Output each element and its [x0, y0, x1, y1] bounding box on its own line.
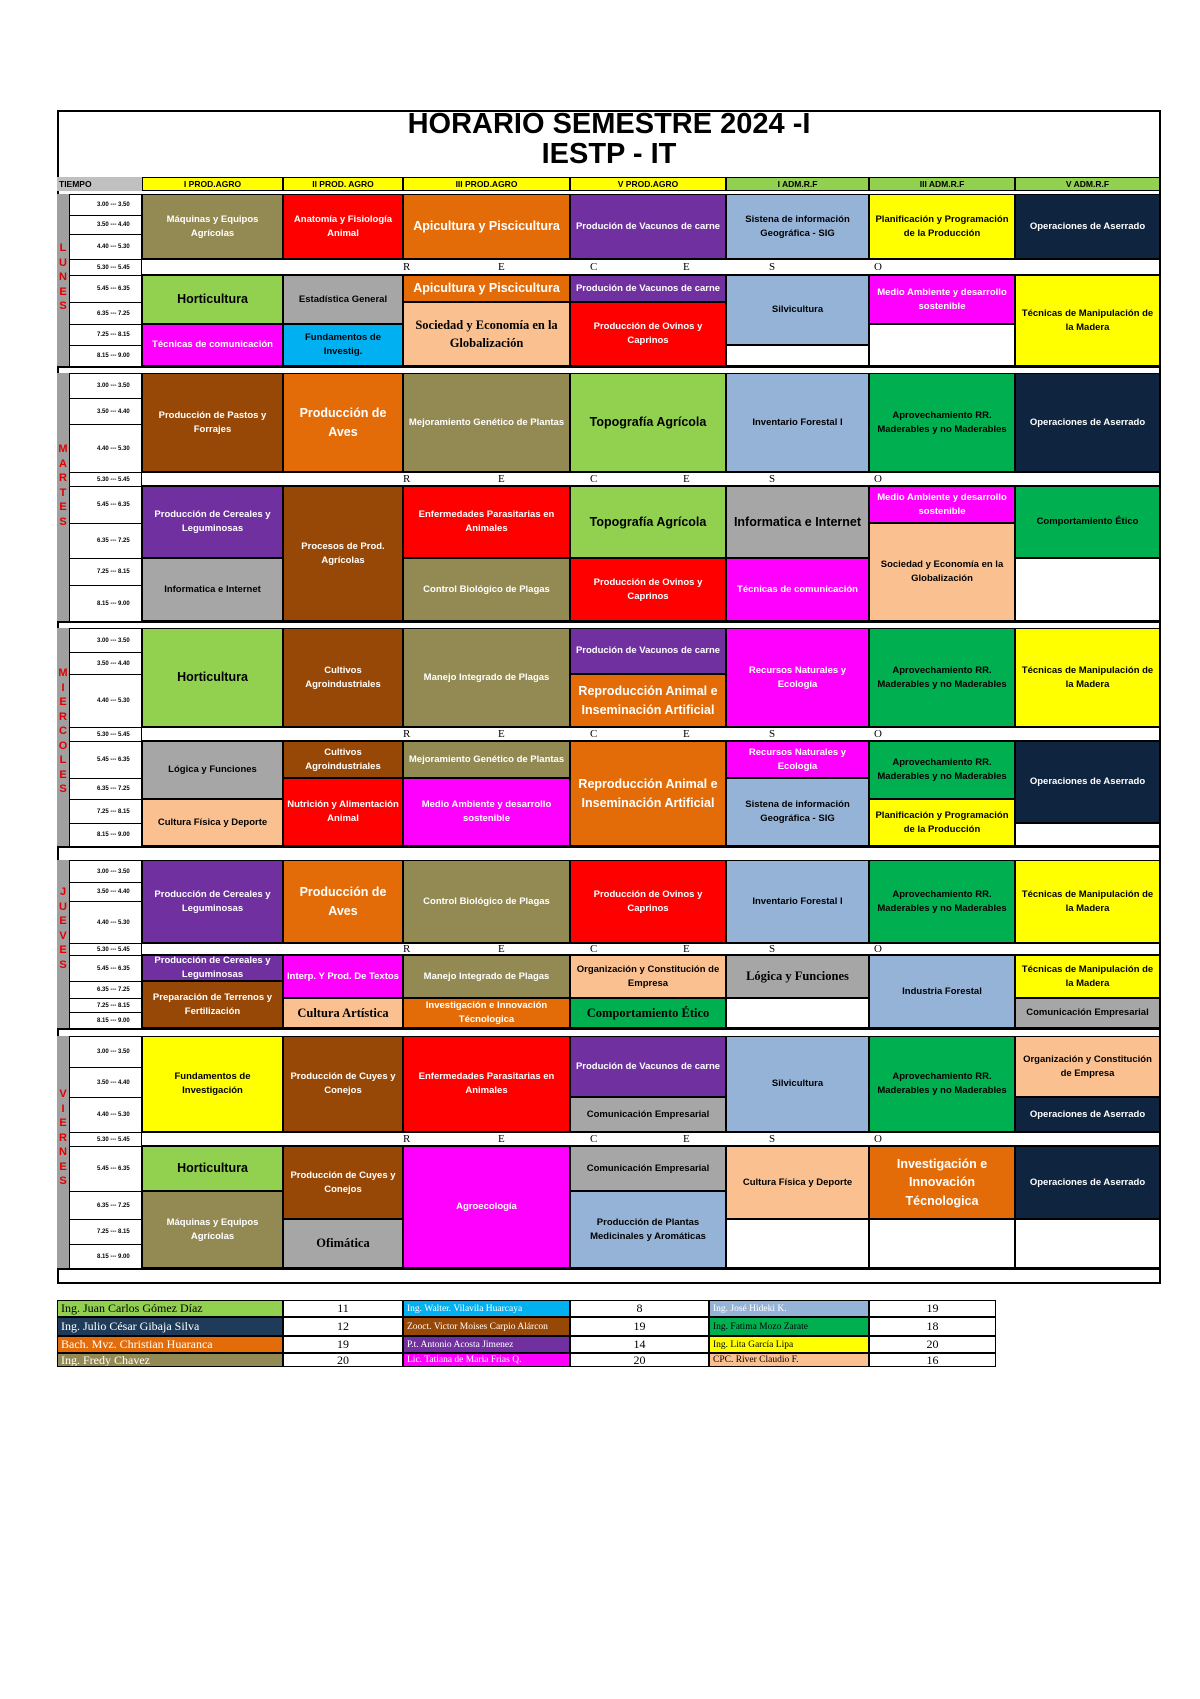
teacher-hours: 20: [283, 1353, 403, 1367]
martes-day-letter: M: [58, 443, 68, 455]
lunes-time-slot: 5.30 --- 5.45: [69, 259, 142, 275]
miercoles-course-c17[interactable]: Medio Ambiente y desarrollo sostenible: [403, 778, 570, 846]
viernes-recreo-letter: S: [769, 1133, 776, 1145]
martes-recreo-letter: E: [498, 473, 505, 485]
lunes-course-c5[interactable]: Sistena de información Geográfica - SIG: [726, 194, 869, 259]
jueves-day-letter: E: [59, 915, 67, 927]
martes-time-slot: 5.45 --- 6.35: [69, 486, 142, 523]
jueves-recreo-letter: O: [874, 943, 882, 955]
teacher-name: P.t. Antonio Acosta Jimenez: [403, 1336, 570, 1353]
jueves-course-c15[interactable]: Preparación de Terrenos y Fertilización: [142, 981, 283, 1028]
jueves-course-c17[interactable]: Investigación e Innovación Técnologica: [403, 998, 570, 1028]
teacher-hours: 8: [570, 1300, 709, 1317]
teacher-hours: 19: [283, 1336, 403, 1353]
jueves-recreo-letter: C: [590, 943, 598, 955]
jueves-course-c16[interactable]: Cultura Artística: [283, 998, 403, 1028]
teacher-name: Ing. Juan Carlos Gómez Díaz: [57, 1300, 283, 1317]
martes-course-c9[interactable]: Procesos de Prod. Agrícolas: [283, 486, 403, 621]
jueves-time-slot: 4.40 --- 5.30: [69, 901, 142, 943]
lunes-time-slot: 8.15 --- 9.00: [69, 345, 142, 366]
viernes-course-c3[interactable]: Enfermedades Parasitarias en Animales: [403, 1036, 570, 1132]
martes-course-c8[interactable]: Producción de Cereales y Leguminosas: [142, 486, 283, 558]
miercoles-course-c1[interactable]: Horticultura: [142, 628, 283, 727]
viernes-recreo-row: [142, 1132, 1161, 1146]
miercoles-recreo-letter: R: [403, 728, 411, 740]
lunes-course-c18[interactable]: Producción de Ovinos y Caprinos: [570, 302, 726, 366]
teacher-hours: 19: [869, 1300, 996, 1317]
lunes-course-c10[interactable]: Apicultura y Piscicultura: [403, 275, 570, 302]
teacher-hours: 16: [869, 1353, 996, 1367]
miercoles-course-c8[interactable]: Reproducción Animal e Inseminación Artificial: [570, 674, 726, 727]
jueves-recreo-row: [142, 943, 1161, 955]
miercoles-separator: [57, 846, 1161, 848]
miercoles-recreo-row: [142, 727, 1161, 741]
miercoles-course-c5[interactable]: Recursos Naturales y Ecología: [726, 628, 869, 727]
lunes-recreo-letter: E: [683, 261, 690, 273]
viernes-empty-slot: [869, 1219, 1015, 1268]
martes-course-c7[interactable]: Operaciones de Aserrado: [1015, 373, 1160, 472]
miercoles-empty-slot: [1015, 823, 1160, 846]
header-col-2: II PROD. AGRO: [283, 177, 403, 191]
jueves-course-c4[interactable]: Producción de Ovinos y Caprinos: [570, 860, 726, 943]
lunes-course-c7[interactable]: Operaciones de Aserrado: [1015, 194, 1160, 259]
viernes-course-c12[interactable]: Agroecología: [403, 1146, 570, 1268]
teacher-name: Ing. Julio César Gibaja Silva: [57, 1317, 283, 1336]
viernes-separator: [57, 1268, 1161, 1270]
miercoles-time-slot: 3.50 --- 4.40: [69, 652, 142, 674]
teacher-hours: 14: [570, 1336, 709, 1353]
martes-course-c17[interactable]: Control Biológico de Plagas: [403, 558, 570, 621]
lunes-day-letter: S: [59, 300, 67, 312]
martes-course-c5[interactable]: Inventario Forestal I: [726, 373, 869, 472]
miercoles-course-c9[interactable]: Lógica y Funciones: [142, 741, 283, 799]
martes-recreo-letter: R: [403, 473, 411, 485]
lunes-course-c6[interactable]: Planificación y Programación de la Producción: [869, 194, 1015, 259]
martes-time-slot: 3.00 --- 3.50: [69, 373, 142, 398]
jueves-recreo-letter: E: [683, 943, 690, 955]
martes-time-slot: 5.30 --- 5.45: [69, 472, 142, 486]
martes-recreo-letter: O: [874, 473, 882, 485]
miercoles-course-c11[interactable]: Mejoramiento Genético de Plantas: [403, 741, 570, 778]
header-col-7: V ADM.R.F: [1015, 177, 1160, 191]
jueves-time-slot: 5.45 --- 6.35: [69, 955, 142, 981]
jueves-time-slot: 3.00 --- 3.50: [69, 860, 142, 882]
teacher-hours: 19: [570, 1317, 709, 1336]
teacher-name: Ing. Walter. Vilavila Huarcaya: [403, 1300, 570, 1317]
martes-course-c15[interactable]: Sociedad y Economía en la Globalización: [869, 523, 1015, 621]
martes-course-c4[interactable]: Topografía Agrícola: [570, 373, 726, 472]
teacher-name: Ing. José Hideki K.: [709, 1300, 869, 1317]
jueves-course-c7[interactable]: Técnicas de Manipulación de la Madera: [1015, 860, 1160, 943]
viernes-recreo-letter: R: [403, 1133, 411, 1145]
miercoles-day-letter: S: [59, 783, 67, 795]
teacher-hours: 20: [570, 1353, 709, 1367]
viernes-course-c7[interactable]: Organización y Constitución de Empresa: [1015, 1036, 1160, 1097]
teacher-hours: 11: [283, 1300, 403, 1317]
martes-recreo-letter: S: [769, 473, 776, 485]
viernes-course-c4[interactable]: Produción de Vacunos de carne: [570, 1036, 726, 1097]
jueves-time-slot: 6.35 --- 7.25: [69, 981, 142, 998]
viernes-course-c8[interactable]: Comunicación Empresarial: [570, 1097, 726, 1132]
miercoles-course-c12[interactable]: Reproducción Animal e Inseminación Artificial: [570, 741, 726, 846]
miercoles-course-c13[interactable]: Recursos Naturales y Ecología: [726, 741, 869, 778]
jueves-time-slot: 8.15 --- 9.00: [69, 1012, 142, 1028]
miercoles-day-letter: M: [58, 667, 68, 679]
jueves-recreo-letter: E: [498, 943, 505, 955]
martes-time-slot: 7.25 --- 8.15: [69, 558, 142, 585]
miercoles-time-slot: 6.35 --- 7.25: [69, 778, 142, 799]
martes-course-c2[interactable]: Producción de Aves: [283, 373, 403, 472]
lunes-time-slot: 3.00 --- 3.50: [69, 194, 142, 215]
miercoles-course-c7[interactable]: Técnicas de Manipulación de la Madera: [1015, 628, 1160, 727]
lunes-course-c3[interactable]: Apicultura y Piscicultura: [403, 194, 570, 259]
viernes-course-c13[interactable]: Comunicación Empresarial: [570, 1146, 726, 1191]
martes-course-c6[interactable]: Aprovechamiento RR. Maderables y no Maderables: [869, 373, 1015, 472]
lunes-course-c8[interactable]: Horticultura: [142, 275, 283, 324]
martes-course-c11[interactable]: Topografía Agrícola: [570, 486, 726, 558]
lunes-course-c9[interactable]: Estadística General: [283, 275, 403, 324]
miercoles-recreo-letter: E: [498, 728, 505, 740]
teacher-hours: 12: [283, 1317, 403, 1336]
miercoles-recreo-letter: O: [874, 728, 882, 740]
lunes-recreo-letter: E: [498, 261, 505, 273]
viernes-course-c6[interactable]: Aprovechamiento RR. Maderables y no Maderables: [869, 1036, 1015, 1132]
jueves-day-letter: V: [59, 929, 67, 942]
lunes-time-slot: 6.35 --- 7.25: [69, 302, 142, 324]
viernes-day-letter: E: [59, 1117, 67, 1129]
viernes-day-letter: V: [59, 1088, 67, 1100]
viernes-empty-slot: [726, 1219, 869, 1268]
jueves-course-c19[interactable]: Comunicación Empresarial: [1015, 998, 1160, 1028]
viernes-recreo-letter: E: [498, 1133, 505, 1145]
miercoles-course-c10[interactable]: Cultivos Agroindustriales: [283, 741, 403, 778]
martes-day-letter: E: [59, 501, 67, 513]
lunes-course-c12[interactable]: Silvicultura: [726, 275, 869, 345]
jueves-time-slot: 7.25 --- 8.15: [69, 998, 142, 1012]
viernes-recreo-letter: C: [590, 1133, 598, 1145]
jueves-course-c14[interactable]: Técnicas de Manipulación de la Madera: [1015, 955, 1160, 998]
lunes-day-letter: U: [59, 256, 67, 269]
jueves-course-c3[interactable]: Control Biológico de Plagas: [403, 860, 570, 943]
miercoles-course-c19[interactable]: Planificación y Programación de la Producción: [869, 799, 1015, 846]
jueves-day-letter: E: [59, 944, 67, 956]
lunes-recreo-letter: S: [769, 261, 776, 273]
header-col-6: III ADM.R.F: [869, 177, 1015, 191]
lunes-time-slot: 5.45 --- 6.35: [69, 275, 142, 302]
lunes-course-c13[interactable]: Medio Ambiente y desarrollo sostenible: [869, 275, 1015, 324]
martes-empty-slot: [1015, 558, 1160, 621]
miercoles-day-letter: I: [61, 681, 65, 694]
martes-course-c10[interactable]: Enfermedades Parasitarias en Animales: [403, 486, 570, 558]
teacher-name: CPC. River Claudio F.: [709, 1353, 869, 1367]
viernes-time-slot: 8.15 --- 9.00: [69, 1244, 142, 1268]
viernes-course-c14[interactable]: Cultura Física y Deporte: [726, 1146, 869, 1219]
header-col-3: III PROD.AGRO: [403, 177, 570, 191]
teacher-hours: 18: [869, 1317, 996, 1336]
viernes-time-slot: 4.40 --- 5.30: [69, 1097, 142, 1132]
martes-course-c13[interactable]: Medio Ambiente y desarrollo sostenible: [869, 486, 1015, 523]
viernes-time-slot: 3.50 --- 4.40: [69, 1067, 142, 1097]
lunes-empty-slot: [726, 345, 869, 366]
viernes-time-slot: 3.00 --- 3.50: [69, 1036, 142, 1067]
jueves-empty-slot: [726, 998, 869, 1028]
lunes-course-c15[interactable]: Técnicas de comunicación: [142, 324, 283, 366]
jueves-course-c8[interactable]: Producción de Cereales y Leguminosas: [142, 955, 283, 981]
viernes-empty-slot: [1015, 1219, 1160, 1268]
miercoles-course-c6[interactable]: Aprovechamiento RR. Maderables y no Maderables: [869, 628, 1015, 727]
martes-recreo-row: [142, 472, 1161, 486]
miercoles-day-letter: L: [59, 754, 67, 766]
lunes-separator: [57, 366, 1161, 368]
jueves-day-letter: U: [59, 900, 67, 913]
jueves-course-c13[interactable]: Industria Forestal: [869, 955, 1015, 1028]
miercoles-course-c3[interactable]: Manejo Integrado de Plagas: [403, 628, 570, 727]
jueves-time-slot: 5.30 --- 5.45: [69, 943, 142, 955]
jueves-day-letter: S: [59, 958, 67, 971]
teacher-name: Ing. Fatima Mozo Zarate: [709, 1317, 869, 1336]
lunes-course-c16[interactable]: Fundamentos de Investig.: [283, 324, 403, 366]
miercoles-day-letter: R: [59, 710, 67, 723]
jueves-day-letter: J: [59, 886, 67, 898]
miercoles-course-c15[interactable]: Operaciones de Aserrado: [1015, 741, 1160, 823]
viernes-recreo-letter: E: [683, 1133, 690, 1145]
martes-recreo-letter: C: [590, 473, 598, 485]
viernes-course-c11[interactable]: Producción de Cuyes y Conejos: [283, 1146, 403, 1219]
martes-day-letter: R: [59, 472, 67, 484]
teacher-name: Ing. Lita García Lipa: [709, 1336, 869, 1353]
viernes-day-letter: E: [59, 1160, 67, 1173]
viernes-course-c16[interactable]: Operaciones de Aserrado: [1015, 1146, 1160, 1219]
jueves-recreo-letter: R: [403, 943, 411, 955]
jueves-course-c11[interactable]: Organización y Constitución de Empresa: [570, 955, 726, 998]
lunes-time-slot: 7.25 --- 8.15: [69, 324, 142, 345]
header-col-5: I ADM.R.F: [726, 177, 869, 191]
martes-course-c12[interactable]: Informatica e Internet: [726, 486, 869, 558]
viernes-time-slot: 7.25 --- 8.15: [69, 1219, 142, 1244]
viernes-course-c9[interactable]: Operaciones de Aserrado: [1015, 1097, 1160, 1132]
miercoles-recreo-letter: C: [590, 728, 598, 740]
teacher-name: Ing. Fredy Chavez: [57, 1353, 283, 1367]
miercoles-recreo-letter: S: [769, 728, 776, 740]
lunes-day-letter: L: [59, 242, 67, 254]
teacher-hours: 20: [869, 1336, 996, 1353]
jueves-course-c6[interactable]: Aprovechamiento RR. Maderables y no Maderables: [869, 860, 1015, 943]
viernes-course-c18[interactable]: Ofimática: [283, 1219, 403, 1268]
jueves-course-c18[interactable]: Comportamiento Ético: [570, 998, 726, 1028]
miercoles-time-slot: 7.25 --- 8.15: [69, 799, 142, 823]
martes-day-letter: S: [59, 515, 67, 528]
miercoles-day-letter: O: [58, 739, 68, 752]
jueves-course-c1[interactable]: Producción de Cereales y Leguminosas: [142, 860, 283, 943]
lunes-recreo-letter: C: [590, 261, 598, 273]
lunes-day-letter: N: [59, 271, 67, 283]
jueves-course-c12[interactable]: Lógica y Funciones: [726, 955, 869, 998]
martes-course-c16[interactable]: Informatica e Internet: [142, 558, 283, 621]
viernes-recreo-letter: O: [874, 1133, 882, 1145]
martes-course-c14[interactable]: Comportamiento Ético: [1015, 486, 1160, 558]
viernes-time-slot: 5.45 --- 6.35: [69, 1146, 142, 1191]
teacher-name: Zooct. Victor Moises Carpio Alárcon: [403, 1317, 570, 1336]
header-tiempo: TIEMPO: [57, 177, 142, 191]
lunes-day-letter: E: [59, 285, 67, 298]
martes-time-slot: 3.50 --- 4.40: [69, 398, 142, 424]
martes-time-slot: 8.15 --- 9.00: [69, 585, 142, 621]
viernes-course-c17[interactable]: Máquinas y Equipos Agrícolas: [142, 1191, 283, 1268]
martes-course-c1[interactable]: Producción de Pastos y Forrajes: [142, 373, 283, 472]
miercoles-course-c18[interactable]: Sistena de información Geográfica - SIG: [726, 778, 869, 846]
viernes-course-c19[interactable]: Producción de Plantas Medicinales y Aromáticas: [570, 1191, 726, 1268]
miercoles-course-c2[interactable]: Cultivos Agroindustriales: [283, 628, 403, 727]
viernes-time-slot: 6.35 --- 7.25: [69, 1191, 142, 1219]
viernes-time-slot: 5.30 --- 5.45: [69, 1132, 142, 1146]
title-line1: HORARIO SEMESTRE 2024 -I: [407, 108, 811, 140]
martes-course-c3[interactable]: Mejoramiento Genético de Plantas: [403, 373, 570, 472]
miercoles-time-slot: 8.15 --- 9.00: [69, 823, 142, 846]
viernes-course-c2[interactable]: Producción de Cuyes y Conejos: [283, 1036, 403, 1132]
lunes-course-c4[interactable]: Produción de Vacunos de carne: [570, 194, 726, 259]
viernes-course-c1[interactable]: Fundamentos de Investigación: [142, 1036, 283, 1132]
martes-course-c18[interactable]: Producción de Ovinos y Caprinos: [570, 558, 726, 621]
miercoles-course-c20[interactable]: Cultura Física y Deporte: [142, 799, 283, 846]
miercoles-time-slot: 4.40 --- 5.30: [69, 674, 142, 727]
martes-day-letter: T: [59, 486, 67, 499]
lunes-course-c14[interactable]: Técnicas de Manipulación de la Madera: [1015, 275, 1160, 366]
lunes-recreo-letter: O: [874, 261, 882, 273]
jueves-course-c2[interactable]: Producción de Aves: [283, 860, 403, 943]
viernes-day-letter: R: [59, 1131, 67, 1144]
header-col-4: V PROD.AGRO: [570, 177, 726, 191]
teacher-name: Lic. Tatiana de Maria Frias Q.: [403, 1353, 570, 1367]
lunes-course-c17[interactable]: Sociedad y Economía en la Globalización: [403, 302, 570, 366]
lunes-course-c1[interactable]: Máquinas y Equipos Agrícolas: [142, 194, 283, 259]
jueves-course-c9[interactable]: Interp. Y Prod. De Textos: [283, 955, 403, 998]
lunes-course-c11[interactable]: Produción de Vacunos de carne: [570, 275, 726, 302]
miercoles-course-c16[interactable]: Nutrición y Alimentación Animal: [283, 778, 403, 846]
viernes-course-c10[interactable]: Horticultura: [142, 1146, 283, 1191]
martes-time-slot: 6.35 --- 7.25: [69, 523, 142, 558]
jueves-recreo-letter: S: [769, 943, 776, 955]
viernes-course-c15[interactable]: Investigación e Innovación Técnologica: [869, 1146, 1015, 1219]
martes-separator: [57, 621, 1161, 623]
lunes-recreo-letter: R: [403, 261, 411, 273]
lunes-recreo-row: [142, 259, 1161, 275]
lunes-time-slot: 3.50 --- 4.40: [69, 215, 142, 234]
miercoles-time-slot: 5.30 --- 5.45: [69, 727, 142, 741]
martes-time-slot: 4.40 --- 5.30: [69, 424, 142, 472]
viernes-course-c5[interactable]: Silvicultura: [726, 1036, 869, 1132]
viernes-day-letter: I: [61, 1102, 65, 1115]
miercoles-time-slot: 5.45 --- 6.35: [69, 741, 142, 778]
jueves-time-slot: 3.50 --- 4.40: [69, 882, 142, 901]
teacher-name: Bach. Mvz. Christian Huaranca: [57, 1336, 283, 1353]
title-line2: IESTP - IT: [541, 138, 677, 170]
martes-day-letter: A: [59, 457, 67, 470]
miercoles-day-letter: E: [59, 768, 67, 781]
lunes-time-slot: 4.40 --- 5.30: [69, 234, 142, 259]
lunes-course-c2[interactable]: Anatomía y Fisiología Animal: [283, 194, 403, 259]
jueves-separator: [57, 1028, 1161, 1030]
jueves-course-c10[interactable]: Manejo Integrado de Plagas: [403, 955, 570, 998]
miercoles-course-c4[interactable]: Produción de Vacunos de carne: [570, 628, 726, 674]
jueves-course-c5[interactable]: Inventario Forestal I: [726, 860, 869, 943]
martes-recreo-letter: E: [683, 473, 690, 485]
miercoles-recreo-letter: E: [683, 728, 690, 740]
miercoles-day-letter: C: [59, 725, 67, 737]
viernes-day-letter: N: [59, 1146, 67, 1158]
martes-course-c19[interactable]: Técnicas de comunicación: [726, 558, 869, 621]
miercoles-time-slot: 3.00 --- 3.50: [69, 628, 142, 652]
lunes-empty-slot: [869, 324, 1015, 366]
miercoles-course-c14[interactable]: Aprovechamiento RR. Maderables y no Maderables: [869, 741, 1015, 799]
miercoles-day-letter: E: [59, 696, 67, 708]
viernes-day-letter: S: [59, 1175, 67, 1187]
header-col-1: I PROD.AGRO: [142, 177, 283, 191]
